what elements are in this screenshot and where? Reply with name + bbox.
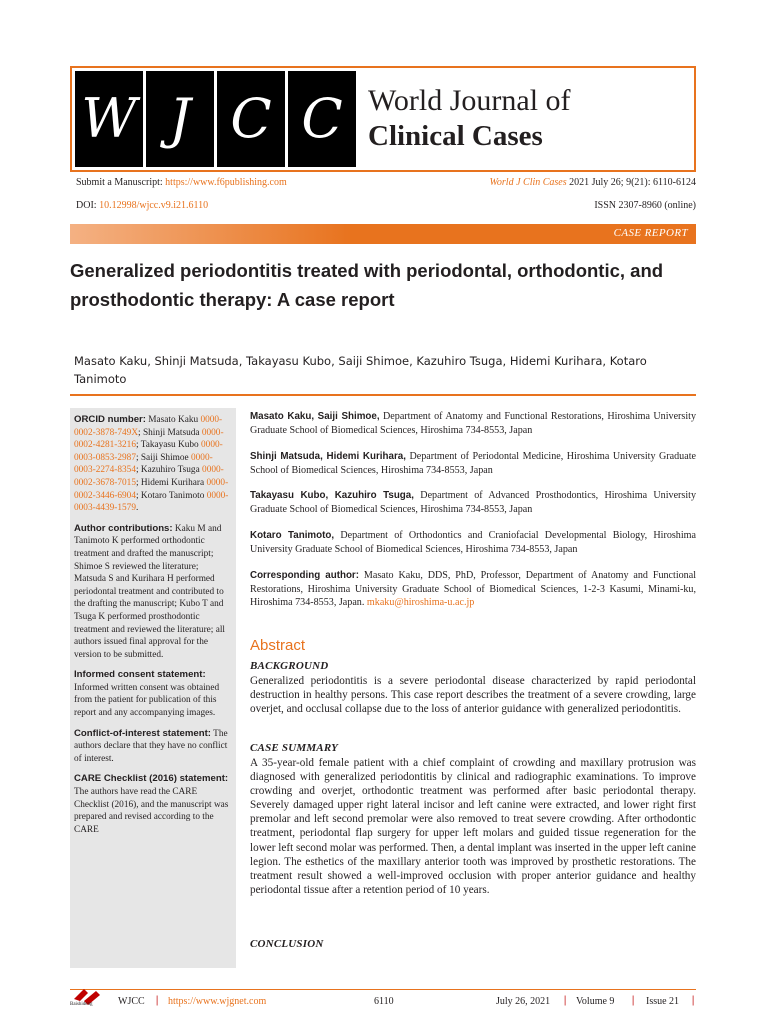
orcid-end: . [135, 503, 139, 514]
orcid-label: ORCID number: [74, 414, 146, 425]
affiliation-names: Kotaro Tanimoto, [250, 530, 335, 541]
affiliation-names: Masato Kaku, Saiji Shimoe, [250, 411, 380, 422]
affiliation [250, 410, 696, 437]
orcid-block [74, 414, 232, 515]
masthead-letter-j: J [146, 71, 214, 167]
informed-consent-label: Informed consent statement: [74, 669, 206, 681]
orcid-id-link[interactable]: 0000-0002-3878-749X [74, 415, 223, 438]
journal-masthead [70, 66, 696, 172]
orcid-name: ; Kotaro Tanimoto [135, 490, 207, 501]
corresponding-author-label: Corresponding author: [250, 570, 360, 581]
citation-journal: World J Clin Cases [489, 177, 567, 188]
author-contributions-block [74, 523, 232, 662]
affiliation-text: Department of Periodontal Medicine, Hiroshima University Graduate School of Biomedical Sciences, Hiroshima 734-8553, Japan [250, 451, 696, 476]
orcid-id-link[interactable]: 0000-0003-2274-8354 [74, 452, 213, 476]
orcid-name: ; Saiji Shimoe [135, 452, 191, 463]
affiliation-text: Department of Orthodontics and Craniofacial Developmental Biology, Hiroshima University Graduate School of Biomedical Sciences, Hiroshima 734-8553, Japan [250, 530, 696, 555]
author-contributions-text: Kaku M and Tanimoto K performed orthodontic treatment and drafted the manuscript; Shimoe S reviewed the literature; Matsuda S and Kurihara H performed periodontal treatment and contributed to the drafting the manuscript; Kubo T and Tsuga K performed prosthodontic treatment and reviewed the literature; all authors issued final approval for the version to be submitted. [74, 523, 226, 660]
care-checklist-label: CARE Checklist (2016) statement: [74, 773, 229, 785]
orcid-name: Masato Kaku [148, 415, 201, 425]
issn-line: ISSN 2307-8960 (online) [594, 200, 696, 211]
background-heading: BACKGROUND [250, 660, 329, 672]
journal-name-line1: World Journal of [368, 84, 571, 117]
informed-consent-block [74, 669, 232, 719]
orcid-name: ; Takayasu Kubo [135, 440, 202, 451]
affiliation-names: Shinji Matsuda, Hidemi Kurihara, [250, 451, 406, 462]
footer-separator: | [156, 995, 159, 1006]
doi-link[interactable]: 10.12998/wjcc.v9.i21.6110 [99, 200, 209, 211]
conflict-of-interest-block [74, 728, 232, 766]
article-type-label: CASE REPORT [613, 227, 688, 239]
author-list: Masato Kaku, Shinji Matsuda, Takayasu Kubo, Saiji Shimoe, Kazuhiro Tsuga, Hidemi Kurihara, Kotaro Tanimoto [74, 354, 647, 386]
article-info-sidebar [70, 408, 236, 968]
orcid-name: ; Kazuhiro Tsuga [135, 465, 203, 476]
footer-separator: | [692, 995, 695, 1006]
informed-consent-text: Informed written consent was obtained from the patient for publication of this report and any accompanying images. [74, 682, 220, 719]
footer-brand: WJCC [118, 996, 145, 1007]
doi-label: DOI: [76, 200, 97, 211]
masthead-letter-w: W [75, 71, 143, 167]
conflict-of-interest-text: The authors declare that they have no conflict of interest. [74, 728, 228, 764]
divider-rule [70, 394, 696, 396]
orcid-name: ; Hidemi Kurihara [135, 477, 207, 488]
footer-volume: Volume 9 [576, 996, 615, 1007]
submit-manuscript-line [76, 177, 287, 188]
abstract-heading: Abstract [250, 637, 306, 654]
orcid-id-link[interactable]: 0000-0003-4439-1579 [74, 490, 229, 514]
footer-date: July 26, 2021 [496, 996, 551, 1007]
orcid-id-link[interactable]: 0000-0002-4281-3216 [74, 427, 224, 451]
masthead-letter-c2: C [288, 71, 356, 167]
orcid-id-link[interactable]: 0000-0002-3678-7015 [74, 465, 224, 488]
submit-label: Submit a Manuscript: [76, 177, 163, 188]
article-title: Generalized periodontitis treated with periodontal, orthodontic, and prosthodontic therapy: A case report [70, 260, 664, 310]
conflict-of-interest-label: Conflict-of-interest statement: [74, 727, 211, 739]
submit-url-link[interactable]: https://www.f6publishing.com [165, 177, 287, 188]
orcid-id-link[interactable]: 0000-0003-0853-2987 [74, 440, 223, 463]
page-footer [70, 992, 696, 1012]
footer-rule [70, 989, 696, 990]
background-paragraph: Generalized periodontitis is a severe periodontal disease characterized by rapid periodontal destruction in healthy persons. This case report describes the treatment of a severe crowding, large overjet, and occlusal collapse due to the loss of anterior guidance with generalized periodontitis. [250, 675, 696, 716]
journal-name-line2: Clinical Cases [368, 120, 543, 152]
care-checklist-block [74, 773, 232, 836]
footer-url-link[interactable]: https://www.wjgnet.com [168, 996, 267, 1007]
doi-line [76, 200, 208, 211]
citation-details: 2021 July 26; 9(21): 6110-6124 [569, 177, 696, 188]
case-summary-paragraph: A 35-year-old female patient with a chief complaint of crowding and maxillary protrusion was diagnosed with generalized periodontitis by clinical and radiographic examinations. To improve crowding and overjet, orthodontic treatment was performed after basic periodontal therapy. Severely damaged upper right lateral incisor and left canine were extracted, and lower right first premolar and left second premolar were also removed to treat severe crowding. After orthodontic treatment, periodontal flap surgery for upper left molars and guided tissue regeneration for the lower left second molar was performed. Then, a dental implant was inserted in the upper left canine legion. The esthetics of the maxillary anterior tooth was improved by prosthetic restorations. The treatment result showed a well-improved occlusion with proper anterior guidance and healthy periodontal tissue after a retention period of 10 years. [250, 757, 696, 896]
orcid-id-link[interactable]: 0000-0002-3446-6904 [74, 477, 229, 501]
footer-issue: Issue 21 [646, 996, 680, 1007]
article-type-bar [70, 224, 696, 244]
affiliation [250, 450, 696, 477]
case-summary-heading: CASE SUMMARY [250, 742, 339, 754]
footer-page-number: 6110 [374, 996, 394, 1007]
masthead-letter-c1: C [217, 71, 285, 167]
affiliation-text: Department of Anatomy and Functional Restorations, Hiroshima University Graduate School of Biomedical Sciences, Hiroshima 734-8553, Japan [250, 411, 696, 436]
conclusion-heading: CONCLUSION [250, 938, 324, 950]
footer-separator: | [564, 995, 567, 1006]
affiliation [250, 489, 696, 516]
corresponding-email-link[interactable]: mkaku@hiroshima-u.ac.jp [366, 597, 475, 609]
affiliation [250, 529, 696, 556]
publisher-logo-text: Baishideng [70, 1002, 93, 1007]
affiliation-names: Takayasu Kubo, Kazuhiro Tsuga, [250, 490, 414, 501]
care-checklist-text: The authors have read the CARE Checklist (2016), and the manuscript was prepared and revised according to the CARE [74, 787, 229, 835]
footer-separator: | [632, 995, 635, 1006]
orcid-name: ; Shinji Matsuda [138, 427, 202, 438]
corresponding-author-text: Masato Kaku, DDS, PhD, Professor, Department of Anatomy and Functional Restorations, Hiroshima University Graduate School of Biomedical Sciences, 1-2-3 Kasumi, Minami-ku, Hiroshima 734-8553, Japan. [250, 570, 697, 609]
author-contributions-label: Author contributions: [74, 522, 173, 534]
affiliation-text: Department of Advanced Prosthodontics, Hiroshima University Graduate School of Biomedical Sciences, Hiroshima 734-8553, Japan [250, 490, 696, 515]
corresponding-author [250, 569, 696, 610]
citation-line [490, 177, 697, 188]
